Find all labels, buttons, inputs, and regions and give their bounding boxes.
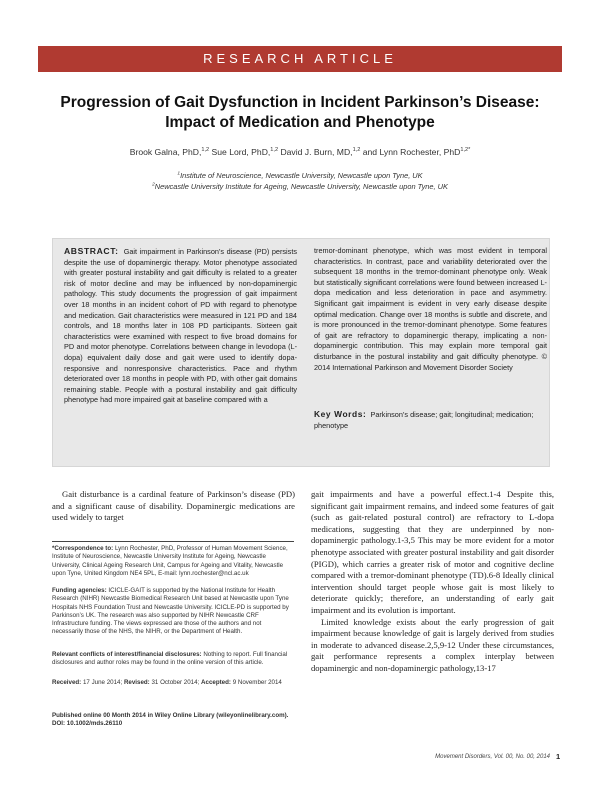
keywords [314, 409, 547, 431]
author-name: and Lynn Rochester, PhD [360, 147, 461, 157]
affiliation-text: Newcastle University Institute for Ageing, Newcastle University, Newcastle upon Tyne, UK [154, 182, 448, 191]
title-line-1: Progression of Gait Dysfunction in Incident Parkinson’s Disease: [60, 94, 540, 111]
affiliation-sup: 2 [152, 182, 155, 188]
revised-label: Revised: [123, 679, 150, 686]
article-type-banner: RESEARCH ARTICLE [38, 46, 562, 72]
conflicts-text: Nothing to report. Full financial disclosures and author roles may be found in the online version of this article. [52, 651, 288, 667]
keywords-text: Parkinson’s disease; gait; longitudinal; medication; phenotype [314, 410, 534, 430]
dates-note [52, 679, 294, 687]
abstract-left-column [64, 246, 297, 406]
abstract-text-left: Gait impairment in Parkinson’s disease (PD) persists despite the use of dopaminergic therapy. Motor phenotype associated with greater postural instability and gait difficulty is related to a greater risk of motor decline and may be influenced by non-dopaminergic pathology. This study documents the progression of gait impairment over 18 months in an incident cohort of PD with regard to phenotype and medication. Gait characteristics were measured in 121 PD and 184 controls, and 18 months later in 108 PD participants. Sixteen gait characteristics were examined with respect to five broad domains for PD and motor phenotype. Correlations between change in levodopa (L-dopa) equivalent daily dose and gait were used to identify dopa-responsive and nonresponsive characteristics. Pace and rhythm deteriorated over 18 months in people with PD, with other gait domains remaining stable. People with a postural instability and gait difficulty phenotype had more impaired gait at baseline compared with a [64, 247, 298, 405]
author-affiliation-sup: 1,2* [460, 147, 471, 154]
revised-date: 31 October 2014; [151, 679, 200, 686]
body-right-column [311, 489, 554, 675]
body-right-paragraph-2: Limited knowledge exists about the early progression of gait impairment because knowledge of gait is largely derived from studies in moderate to advanced disease.2,5,9-12 Under these circumstances, gait performance represents a complex interplay between dopaminergic and non-dopaminergic pathology,13-17 [311, 616, 554, 673]
correspondence-label: *Correspondence to: [52, 545, 114, 552]
keywords-label: Key Words: [314, 409, 367, 419]
author-name: David J. Burn, MD, [278, 147, 353, 157]
article-title [40, 93, 560, 133]
affiliation-text: Institute of Neuroscience, Newcastle University, Newcastle upon Tyne, UK [180, 171, 423, 180]
received-label: Received: [52, 679, 82, 686]
body-left-paragraph: Gait disturbance is a cardinal feature of Parkinson’s disease (PD) and a significant cause of disability. Dopaminergic medications are used widely to target [52, 489, 295, 523]
body-right-paragraph-1: gait impairments and have a powerful effect.1-4 Despite this, significant gait impairment remains, and indeed some features of gait (such as gait-related postural control) are refractory to L-dopa medications, suggesting that they are underpinned by non-dopaminergic pathology.1-3,5 This may be more evident for a motor phenotype associated with greater postural instability and gait disorder (PIGD), which carries a greater risk of motor and cognitive decline compared with a tremor-dominant phenotype (TD).6-8 Ideally clinical intervention should target people whose gait is most likely to deteriorate quickly; therefore, an understanding of early gait impairment and its evolution is important. [311, 489, 554, 615]
footnote-divider [52, 541, 294, 542]
author-name: Sue Lord, PhD, [209, 147, 271, 157]
funding-text: ICICLE-GAIT is supported by the National Institute for Health Research (NIHR) Newcastle Biomedical Research Unit based at Newcastle upon Tyne Hospitals NHS Foundation Trust and Newcastle University. ICICLE-PD is supported by Parkinson’s UK. The research was also supported by NIHR Newcastle CRF Infrastructure funding. The views expressed are those of the authors and not necessarily those of the NHS, the NIHR, or the Department of Health. [52, 587, 289, 636]
funding-note [52, 587, 294, 637]
author-affiliation-sup: 1,2 [270, 147, 279, 154]
abstract-right-column: tremor-dominant phenotype, which was most evident in temporal characteristics. In contrast, pace and variability deteriorated over the subsequent 18 months in the tremor-dominant phenotype only. Weak but statistically significant correlations were found between increased L-dopa medication and less deterioration in pace and asymmetry. Significant gait impairment is evident in very early disease despite optimal medication. Change over 18 months is subtle and discrete, and is more pronounced in the tremor-dominant phenotype. Some features of gait are refractory to dopaminergic therapy, implicating a non-dopaminergic contribution. This may explain more temporal gait disturbance in the postural instability and gait difficulty phenotype. © 2014 International Parkinson and Movement Disorder Society [314, 246, 547, 372]
author-list [40, 147, 560, 157]
journal-footer: Movement Disorders, Vol. 00, No. 00, 2014 [435, 754, 550, 760]
accepted-date: 9 November 2014 [232, 679, 282, 686]
correspondence-note [52, 545, 294, 578]
published-text: Published online 00 Month 2014 in Wiley Online Library (wileyonlinelibrary.com). DOI: 10.1002/mds.26110 [52, 712, 289, 728]
title-line-2: Impact of Medication and Phenotype [165, 114, 435, 131]
conflicts-note [52, 651, 294, 668]
correspondence-text: Lynn Rochester, PhD, Professor of Human Movement Science, Institute of Neuroscience, Newcastle University Institute for Ageing, Newcastle University, Clinical Ageing Research Unit, Campus for Ageing and Vitality, Newcastle upon Tyne, United Kingdom NE4 5PL, E-mail: lynn.rochester@ncl.ac.uk [52, 545, 288, 577]
affiliation-2 [40, 182, 560, 191]
published-note [52, 712, 294, 729]
affiliation-1 [40, 171, 560, 180]
abstract-label: ABSTRACT: [64, 246, 119, 256]
page-number: 1 [556, 752, 561, 761]
author-affiliation-sup: 1,2 [352, 147, 361, 154]
accepted-label: Accepted: [201, 679, 231, 686]
author-affiliation-sup: 1,2 [201, 147, 210, 154]
affiliation-sup: 1 [177, 171, 181, 177]
author-name: Brook Galna, PhD, [129, 147, 202, 157]
received-date: 17 June 2014; [82, 679, 123, 686]
funding-label: Funding agencies: [52, 587, 107, 594]
conflicts-label: Relevant conflicts of interest/financial disclosures: [52, 651, 202, 658]
